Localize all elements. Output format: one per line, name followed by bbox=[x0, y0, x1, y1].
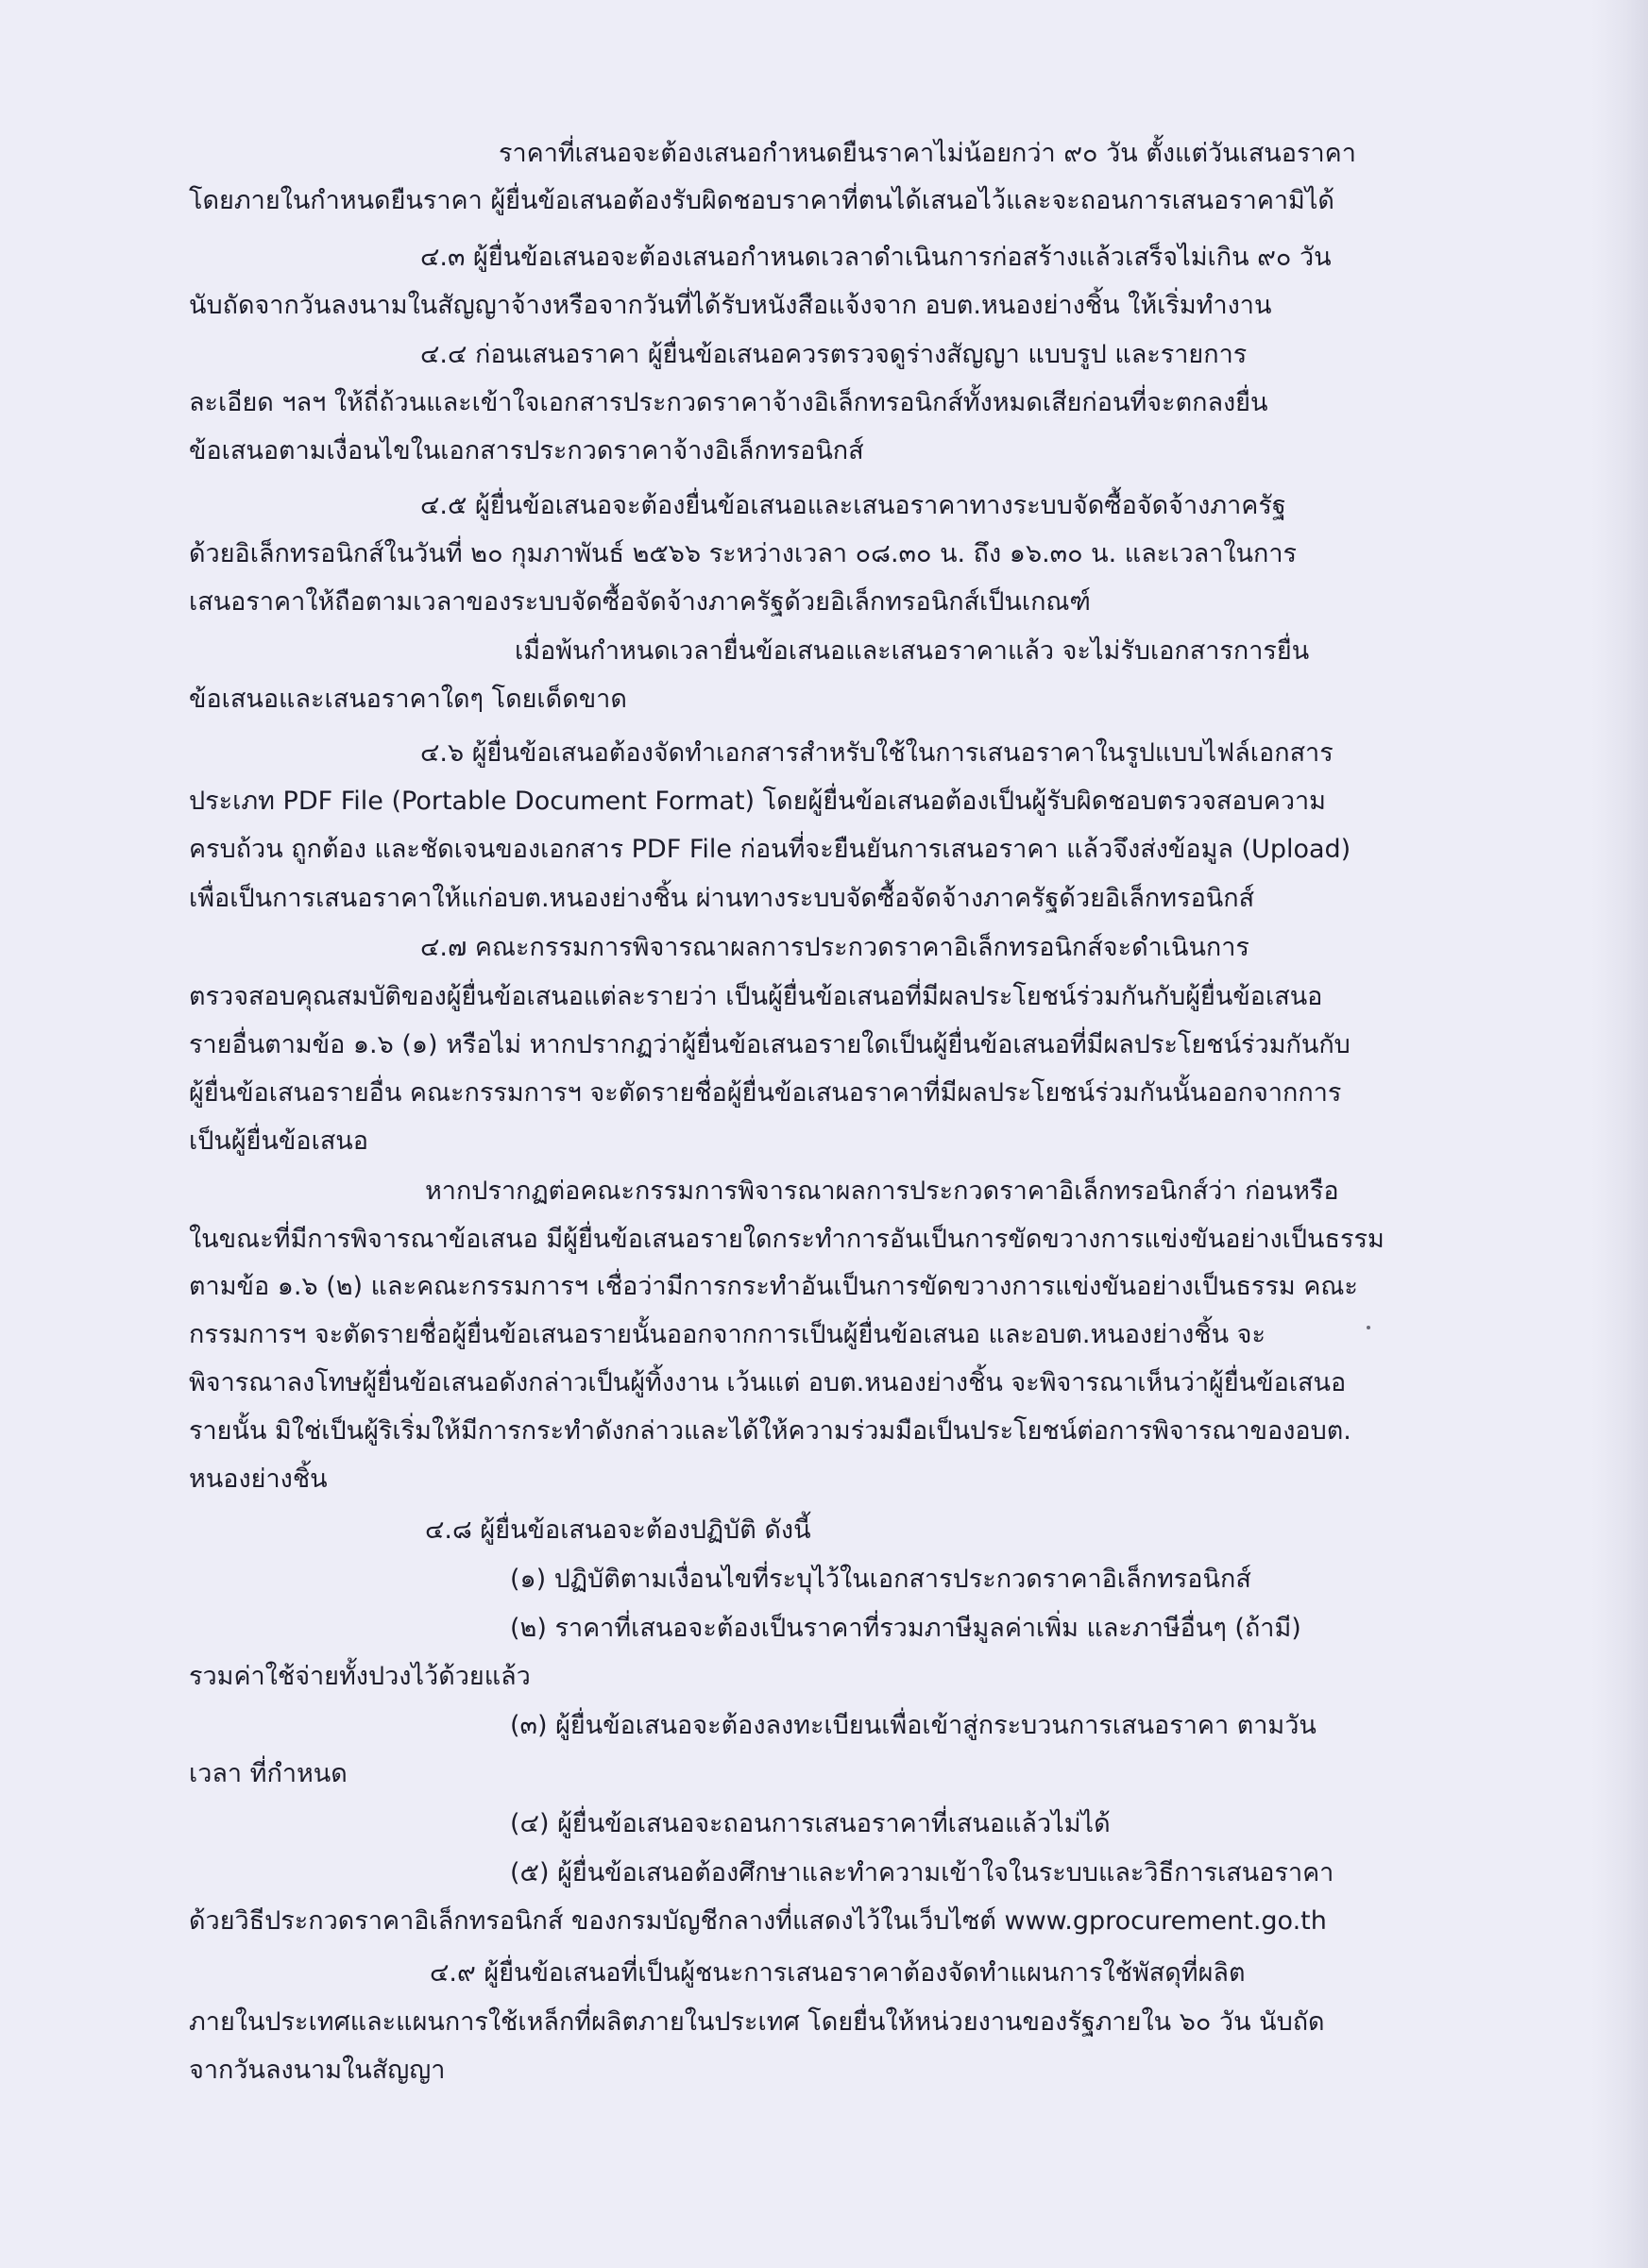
text-line: ๔.๙ ผู้ยื่นข้อเสนอที่เป็นผู้ชนะการเสนอราคาต้องจัดทำแผนการใช้พัสดุที่ผลิต bbox=[430, 1958, 1246, 1988]
text-line: ประเภท PDF File (Portable Document Format) โดยผู้ยื่นข้อเสนอต้องเป็นผู้รับผิดชอบตรวจสอบความ bbox=[189, 787, 1326, 816]
text-line: ๔.๗ คณะกรรมการพิจารณาผลการประกวดราคาอิเล็กทรอนิกส์จะดำเนินการ bbox=[420, 933, 1249, 962]
text-line: เป็นผู้ยื่นข้อเสนอ bbox=[189, 1126, 368, 1156]
text-line: รวมค่าใช้จ่ายทั้งปวงไว้ด้วยแล้ว bbox=[189, 1662, 531, 1691]
text-line: เสนอราคาให้ถือตามเวลาของระบบจัดซื้อจัดจ้างภาครัฐด้วยอิเล็กทรอนิกส์เป็นเกณฑ์ bbox=[189, 587, 1091, 617]
text-line: ผู้ยื่นข้อเสนอรายอื่น คณะกรรมการฯ จะตัดรายชื่อผู้ยื่นข้อเสนอราคาที่มีผลประโยชน์ร่วมกันนั้นออกจากการ bbox=[189, 1078, 1342, 1108]
text-line: ตามข้อ ๑.๖ (๒) และคณะกรรมการฯ เชื่อว่ามีการกระทำอันเป็นการขัดขวางการแข่งขันอย่างเป็นธรรม คณะ bbox=[189, 1272, 1358, 1301]
text-line: พิจารณาลงโทษผู้ยื่นข้อเสนอดังกล่าวเป็นผู้ทิ้งงาน เว้นแต่ อบต.หนองย่างชิ้น จะพิจารณาเห็นว่าผู้ยื่นข้อเสนอ bbox=[189, 1368, 1347, 1397]
text-line: ละเอียด ฯลฯ ให้ถี่ถ้วนและเข้าใจเอกสารประกวดราคาจ้างอิเล็กทรอนิกส์ทั้งหมดเสียก่อนที่จะตกลงยื่น bbox=[189, 388, 1268, 417]
text-line: (๓) ผู้ยื่นข้อเสนอจะต้องลงทะเบียนเพื่อเข้าสู่กระบวนการเสนอราคา ตามวัน bbox=[510, 1711, 1317, 1740]
text-line: ครบถ้วน ถูกต้อง และชัดเจนของเอกสาร PDF File ก่อนที่จะยืนยันการเสนอราคา แล้วจึงส่งข้อมูล (Upload) bbox=[189, 835, 1351, 864]
text-line: ๔.๔ ก่อนเสนอราคา ผู้ยื่นข้อเสนอควรตรวจดูร่างสัญญา แบบรูป และรายการ bbox=[420, 340, 1248, 369]
text-line: (๒) ราคาที่เสนอจะต้องเป็นราคาที่รวมภาษีมูลค่าเพิ่ม และภาษีอื่นๆ (ถ้ามี) bbox=[510, 1614, 1301, 1643]
text-line: เพื่อเป็นการเสนอราคาให้แก่อบต.หนองย่างชิ้น ผ่านทางระบบจัดซื้อจัดจ้างภาครัฐด้วยอิเล็กทรอนิกส์ bbox=[189, 884, 1255, 913]
text-line: ข้อเสนอและเสนอราคาใดๆ โดยเด็ดขาด bbox=[189, 685, 627, 714]
text-line: ตรวจสอบคุณสมบัติของผู้ยื่นข้อเสนอแต่ละรายว่า เป็นผู้ยื่นข้อเสนอที่มีผลประโยชน์ร่วมกันกับผู้ยื่นข้อเสนอ bbox=[189, 982, 1323, 1011]
text-line: ภายในประเทศและแผนการใช้เหล็กที่ผลิตภายในประเทศ โดยยื่นให้หน่วยงานของรัฐภายใน ๖๐ วัน นับถัด bbox=[189, 2007, 1325, 2037]
text-line: (๔) ผู้ยื่นข้อเสนอจะถอนการเสนอราคาที่เสนอแล้วไม่ได้ bbox=[510, 1809, 1111, 1838]
text-line: ราคาที่เสนอจะต้องเสนอกำหนดยืนราคาไม่น้อยกว่า ๙๐ วัน ตั้งแต่วันเสนอราคา bbox=[499, 139, 1356, 168]
text-line: หากปรากฏต่อคณะกรรมการพิจารณาผลการประกวดราคาอิเล็กทรอนิกส์ว่า ก่อนหรือ bbox=[425, 1176, 1339, 1206]
text-line: กรรมการฯ จะตัดรายชื่อผู้ยื่นข้อเสนอรายนั้นออกจากการเป็นผู้ยื่นข้อเสนอ และอบต.หนองย่างชิ้น จะ bbox=[189, 1320, 1266, 1349]
text-line: นับถัดจากวันลงนามในสัญญาจ้างหรือจากวันที่ได้รับหนังสือแจ้งจาก อบต.หนองย่างชิ้น ให้เริ่มทำงาน bbox=[189, 291, 1272, 320]
text-line: ข้อเสนอตามเงื่อนไขในเอกสารประกวดราคาจ้างอิเล็กทรอนิกส์ bbox=[189, 436, 864, 465]
scan-edge-shadow bbox=[1591, 0, 1648, 2268]
text-line: ๔.๘ ผู้ยื่นข้อเสนอจะต้องปฏิบัติ ดังนี้ bbox=[425, 1515, 811, 1545]
text-line: ด้วยอิเล็กทรอนิกส์ในวันที่ ๒๐ กุมภาพันธ์ ๒๕๖๖ ระหว่างเวลา ๐๘.๓๐ น. ถึง ๑๖.๓๐ น. และเวลาในการ bbox=[189, 539, 1297, 568]
scan-speck bbox=[1367, 1326, 1370, 1329]
text-line: ในขณะที่มีการพิจารณาข้อเสนอ มีผู้ยื่นข้อเสนอรายใดกระทำการอันเป็นการขัดขวางการแข่งขันอย่างเป็นธรรม bbox=[189, 1225, 1385, 1254]
text-line: (๕) ผู้ยื่นข้อเสนอต้องศึกษาและทำความเข้าใจในระบบและวิธีการเสนอราคา bbox=[510, 1858, 1334, 1887]
text-line: เวลา ที่กำหนด bbox=[189, 1759, 348, 1788]
text-line: จากวันลงนามในสัญญา bbox=[189, 2056, 446, 2085]
text-line: โดยภายในกำหนดยืนราคา ผู้ยื่นข้อเสนอต้องรับผิดชอบราคาที่ตนได้เสนอไว้และจะถอนการเสนอราคามิได้ bbox=[189, 186, 1334, 215]
text-line: เมื่อพ้นกำหนดเวลายื่นข้อเสนอและเสนอราคาแล้ว จะไม่รับเอกสารการยื่น bbox=[515, 636, 1310, 666]
text-line: ด้วยวิธีประกวดราคาอิเล็กทรอนิกส์ ของกรมบัญชีกลางที่แสดงไว้ในเว็บไซต์ www.gprocurement.go.th bbox=[189, 1906, 1327, 1936]
text-line: ๔.๕ ผู้ยื่นข้อเสนอจะต้องยื่นข้อเสนอและเสนอราคาทางระบบจัดซื้อจัดจ้างภาครัฐ bbox=[420, 491, 1286, 520]
text-line: รายอื่นตามข้อ ๑.๖ (๑) หรือไม่ หากปรากฏว่าผู้ยื่นข้อเสนอรายใดเป็นผู้ยื่นข้อเสนอที่มีผลประโยชน์ร่วมกันกับ bbox=[189, 1030, 1351, 1059]
text-line: ๔.๖ ผู้ยื่นข้อเสนอต้องจัดทำเอกสารสำหรับใช้ในการเสนอราคาในรูปแบบไฟล์เอกสาร bbox=[420, 738, 1334, 768]
text-line: หนองย่างชิ้น bbox=[189, 1464, 328, 1494]
text-line: ๔.๓ ผู้ยื่นข้อเสนอจะต้องเสนอกำหนดเวลาดำเนินการก่อสร้างแล้วเสร็จไม่เกิน ๙๐ วัน bbox=[420, 243, 1332, 272]
text-line: (๑) ปฏิบัติตามเงื่อนไขที่ระบุไว้ในเอกสารประกวดราคาอิเล็กทรอนิกส์ bbox=[510, 1565, 1251, 1594]
text-line: รายนั้น มิใช่เป็นผู้ริเริ่มให้มีการกระทำดังกล่าวและได้ให้ความร่วมมือเป็นประโยชน์ต่อการพิจารณาของอบต. bbox=[189, 1416, 1351, 1446]
